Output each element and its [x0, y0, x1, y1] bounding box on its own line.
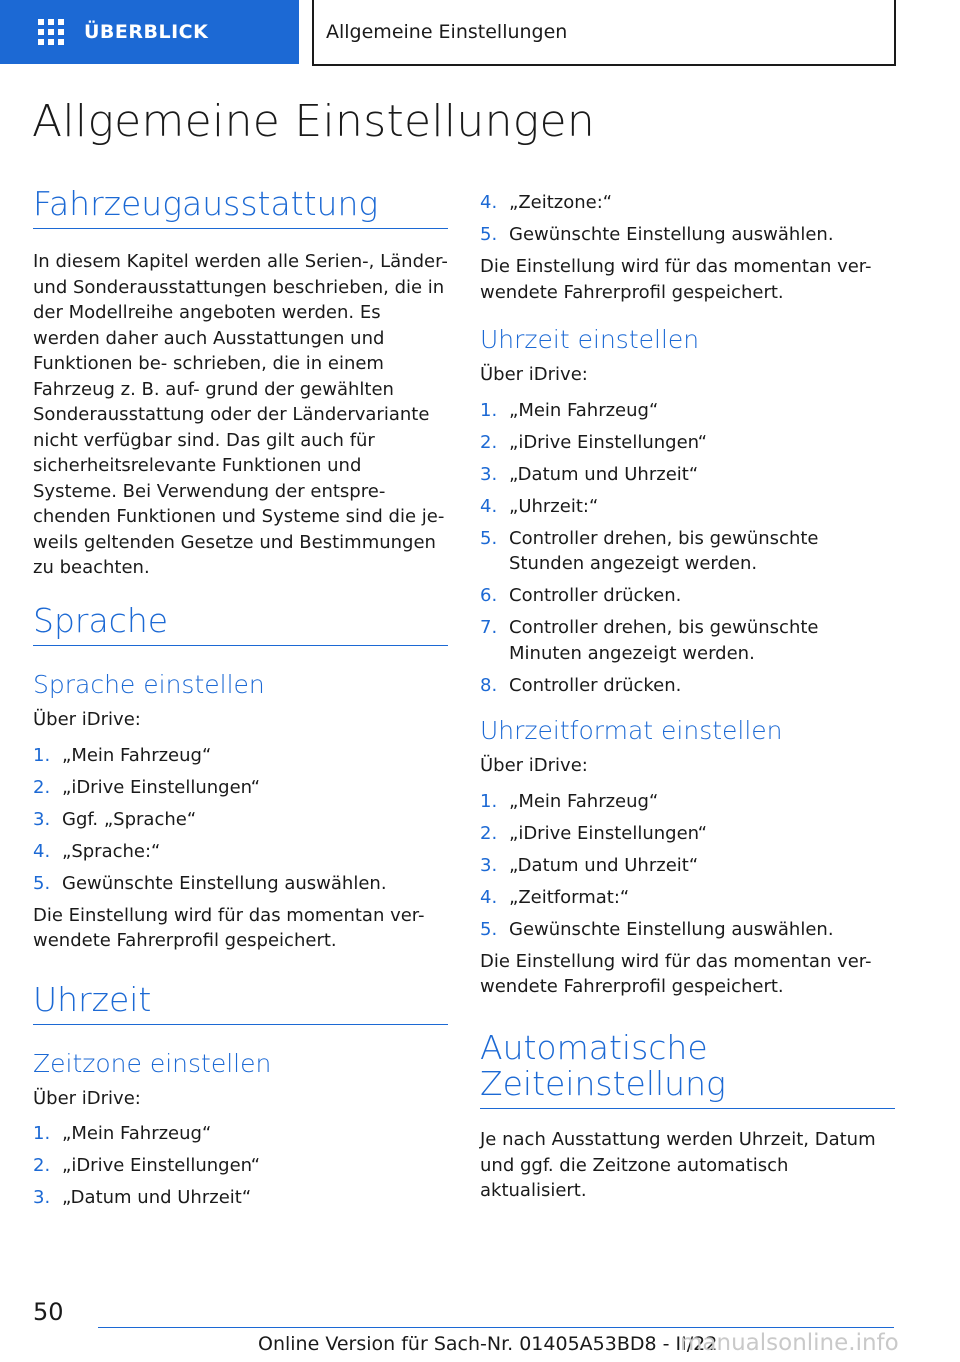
list-item: 5. Gewünschte Einstellung auswählen.: [480, 224, 834, 245]
list-item: 3. Ggf. „Sprache“: [33, 808, 197, 830]
list-item: 7. Controller drehen, bis gewünschte Minuten angezeigt werden.: [480, 617, 819, 664]
zeitzone-note: Die Einstellung wird für das momentan ver- wendete Fahrerprofil gespeichert.: [480, 256, 872, 303]
list-item: 5. Gewünschte Einstellung auswählen.: [480, 918, 834, 940]
list-item: 3. „Datum und Uhrzeit“: [480, 854, 699, 876]
section-tab[interactable]: [312, 0, 896, 66]
zeitzone-steps: [33, 1121, 448, 1211]
list-item: 6. Controller drücken.: [480, 585, 682, 606]
uhrzeit-intro: Über iDrive:: [480, 364, 588, 385]
zeitzone-steps-continued: [480, 190, 895, 248]
online-version-text: Online Version für Sach-Nr. 01405A53BD8 - II/22: [258, 1333, 718, 1355]
uhrzeitformat-intro: Über iDrive:: [480, 755, 588, 776]
list-item: 2. „iDrive Einstellungen“: [33, 1155, 261, 1177]
list-item: 4. „Uhrzeit:“: [480, 495, 599, 517]
list-item: 1. „Mein Fahrzeug“: [33, 744, 212, 766]
heading-fahrzeugausstattung: Fahrzeugausstattung: [33, 186, 448, 229]
left-column: [33, 186, 448, 1217]
heading-uhrzeit-einstellen: Uhrzeit einstellen: [480, 325, 700, 354]
uhrzeit-steps: [480, 398, 895, 699]
grid-menu-icon: [38, 19, 64, 45]
overview-tab[interactable]: [0, 0, 299, 64]
sprache-intro: Über iDrive:: [33, 709, 141, 731]
list-item: 2. „iDrive Einstellungen“: [480, 431, 708, 453]
list-item: 4. „Zeitzone:“: [480, 192, 613, 213]
list-item: 2. „iDrive Einstellungen“: [33, 776, 261, 798]
list-item: 4. „Zeitformat:“: [480, 886, 630, 908]
heading-sprache-einstellen: Sprache einstellen: [33, 670, 265, 700]
automatische-zeiteinstellung-text: Je nach Ausstattung werden Uhrzeit, Datum und ggf. die Zeitzone automatisch aktualisiert.: [480, 1129, 876, 1202]
list-item: 3. „Datum und Uhrzeit“: [480, 463, 699, 485]
list-item: 5. Controller drehen, bis gewünschte Stunden angezeigt werden.: [480, 527, 819, 574]
page-header: [0, 0, 960, 66]
heading-zeitzone-einstellen: Zeitzone einstellen: [33, 1048, 272, 1078]
heading-sprache: Sprache: [33, 603, 448, 646]
page-number: 50: [33, 1298, 64, 1326]
sprache-note: Die Einstellung wird für das momentan ver- wendete Fahrerprofil gespeichert.: [33, 904, 425, 952]
list-item: 1. „Mein Fahrzeug“: [480, 790, 659, 812]
sprache-steps: [33, 743, 448, 897]
heading-uhrzeit: Uhrzeit: [33, 982, 448, 1025]
list-item: 1. „Mein Fahrzeug“: [480, 399, 659, 421]
watermark: manualsonline.info: [680, 1330, 899, 1356]
list-item: 2. „iDrive Einstellungen“: [480, 822, 708, 844]
list-item: 8. Controller drücken.: [480, 674, 682, 696]
page-title: Allgemeine Einstellungen: [32, 96, 596, 147]
heading-uhrzeitformat-einstellen: Uhrzeitformat einstellen: [480, 716, 783, 745]
fahrzeugausstattung-text: In diesem Kapitel werden alle Serien-, Länder- und Sonderausstattungen beschrieben, die in der Modellreihe angeboten werden. Es werden daher auch Ausstattungen und Funktionen be- schrieben, die in einem Fahrzeug z. B. auf- grund der gewählten Sonderausstattung oder der Ländervariante nicht verfügbar sind. Das gilt auch für sicherheitsrelevante Funktionen und Systeme. Bei Verwendung der entspre- chenden Funktionen und Systeme sind die je- weils geltenden Gesetze und Bestimmungen zu beachten.: [33, 251, 448, 579]
section-tab-label: Allgemeine Einstellungen: [326, 21, 568, 43]
footer-divider: [98, 1327, 894, 1328]
list-item: 1. „Mein Fahrzeug“: [33, 1123, 212, 1145]
heading-automatische-zeiteinstellung: Automatische Zeiteinstellung: [480, 1030, 895, 1110]
zeitzone-intro: Über iDrive:: [33, 1087, 141, 1109]
uhrzeitformat-note: Die Einstellung wird für das momentan ver- wendete Fahrerprofil gespeichert.: [480, 950, 872, 997]
list-item: 3. „Datum und Uhrzeit“: [33, 1187, 252, 1209]
list-item: 4. „Sprache:“: [33, 840, 161, 862]
overview-tab-label: ÜBERBLICK: [84, 21, 209, 43]
list-item: 5. Gewünschte Einstellung auswählen.: [33, 872, 387, 894]
right-column: [480, 190, 895, 1214]
uhrzeitformat-steps: [480, 789, 895, 943]
